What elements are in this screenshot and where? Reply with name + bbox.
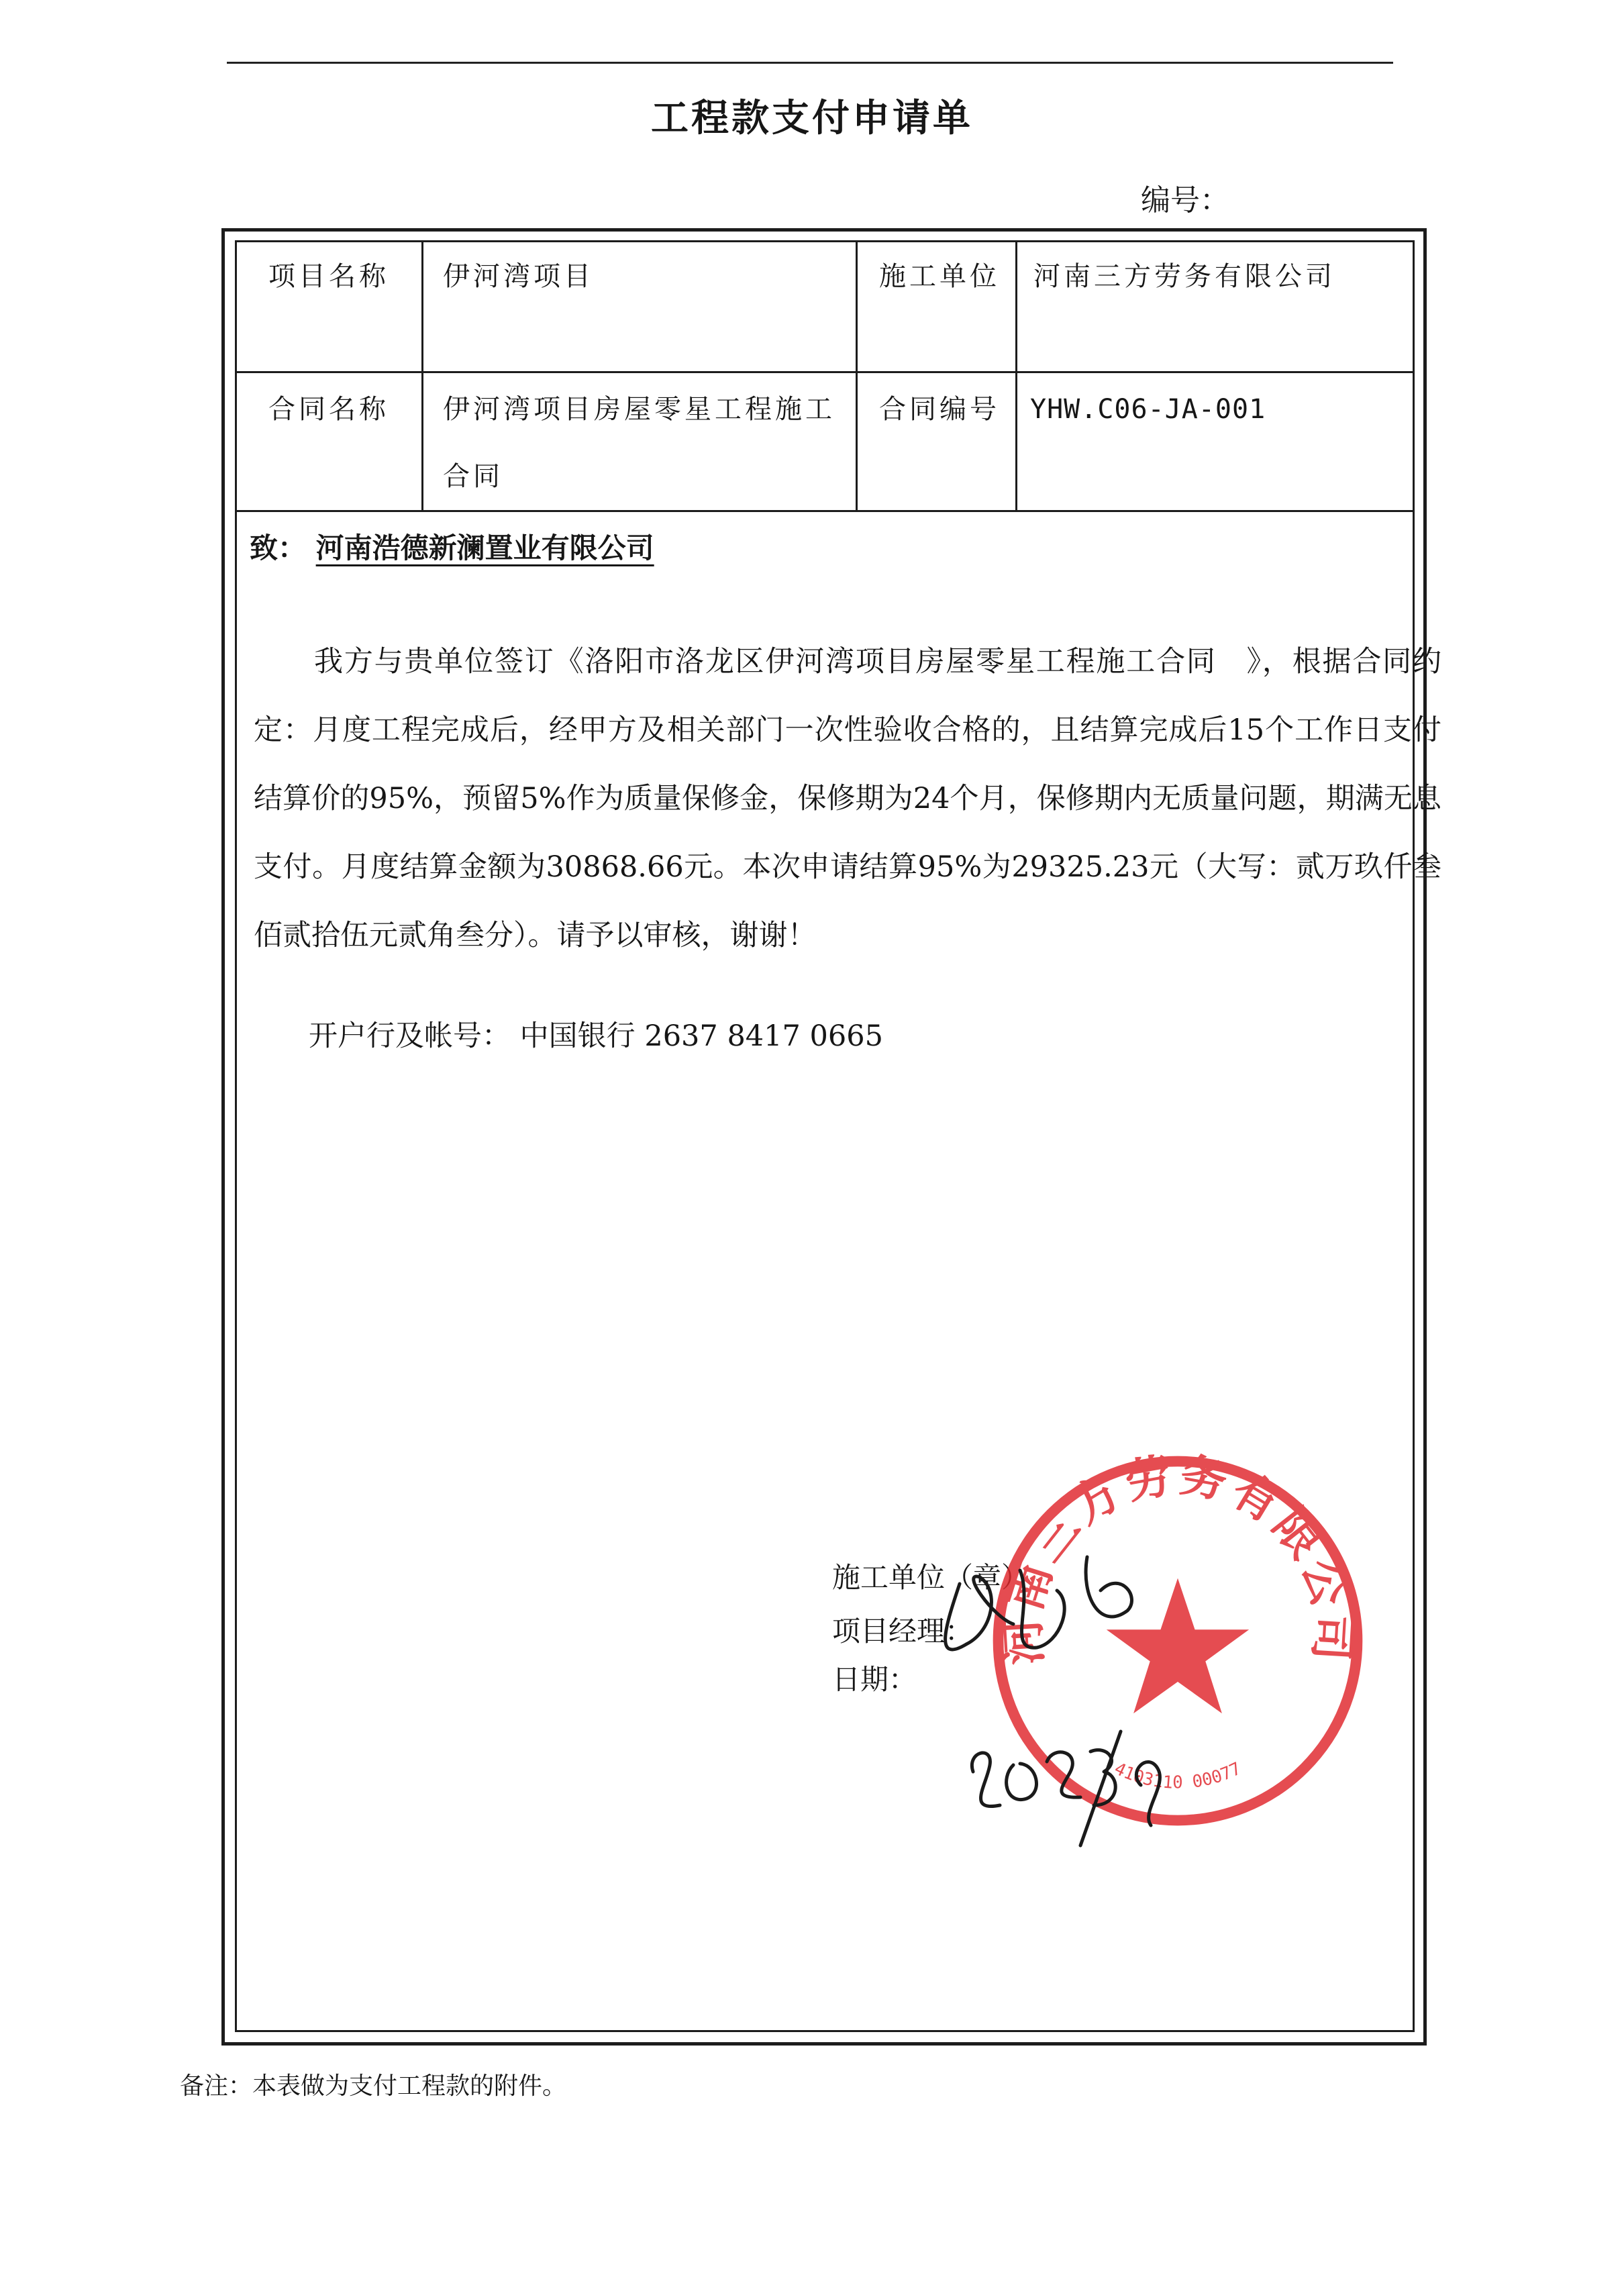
svg-text:4103110 00077: 4103110 00077 xyxy=(1111,1758,1245,1793)
addressee-line xyxy=(250,526,654,566)
handwritten-signature-icon xyxy=(919,1530,1201,1852)
contractor-value: 河南三方劳务有限公司 xyxy=(1033,261,1335,292)
bank-account-line xyxy=(309,1013,883,1054)
project-name-value: 伊河湾项目 xyxy=(443,261,594,292)
contract-name-value-line1: 伊河湾项目房屋零星工程施工 xyxy=(443,394,835,425)
svg-text:河南三方劳务有限公司: 河南三方劳务有限公司 xyxy=(995,1448,1360,1666)
project-manager-label: 项目经理： xyxy=(832,1615,974,1648)
contract-name-value-line2: 合同 xyxy=(443,461,503,492)
table-divider xyxy=(856,240,858,511)
contract-no-value: YHW.C06-JA-001 xyxy=(1030,394,1266,425)
contract-no-label: 合同编号 xyxy=(879,394,1000,425)
bank-value: 中国银行 2637 8417 0665 xyxy=(519,1019,883,1053)
project-name-label: 项目名称 xyxy=(268,261,389,292)
footer-note: 备注：本表做为支付工程款的附件。 xyxy=(180,2072,567,2100)
page-title: 工程款支付申请单 xyxy=(651,96,973,140)
table-divider xyxy=(421,240,423,511)
document-number-label: 编号： xyxy=(1141,183,1229,217)
table-divider xyxy=(1015,240,1017,511)
addressee-label: 致： xyxy=(250,532,307,564)
bank-label: 开户行及帐号： xyxy=(309,1019,511,1053)
contract-name-label: 合同名称 xyxy=(268,394,389,425)
date-label: 日期： xyxy=(832,1663,917,1696)
addressee-name: 河南浩德新澜置业有限公司 xyxy=(315,532,654,564)
letter-body: 我方与贵单位签订《洛阳市洛龙区伊河湾项目房屋零星工程施工合同 》，根据合同约定：月度工程完成后，经甲方及相关部门一次性验收合格的，且结算完成后15个工作日支付结算价的95%，预留5%作为质量保修金，保修期为24个月，保修期内无质量问题，期满无息支付。月度结算金额为30868.66元。本次申请结算95%为29325.23元（大写：贰万玖仟叁佰贰拾伍元贰角叁分）。请予以审核，谢谢！ xyxy=(254,645,1441,952)
table-divider xyxy=(235,371,1415,373)
contractor-label: 施工单位 xyxy=(879,261,1000,292)
contractor-seal-label: 施工单位（章） xyxy=(832,1561,1030,1594)
table-divider xyxy=(235,510,1415,512)
top-rule xyxy=(227,62,1393,64)
